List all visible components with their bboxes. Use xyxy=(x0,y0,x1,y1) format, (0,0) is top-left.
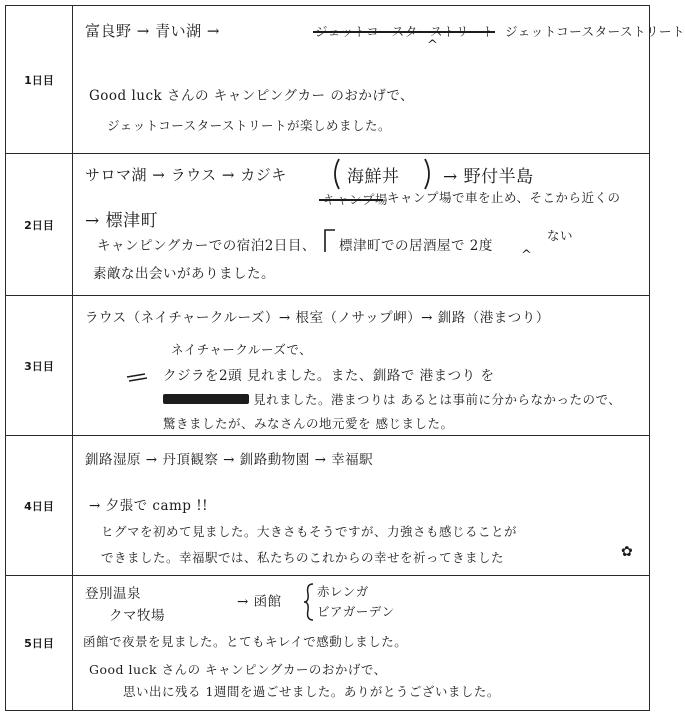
strike-line xyxy=(319,199,383,201)
margin-mark xyxy=(125,370,149,384)
day2-note-line-3: 素敵な出会いがありました。 xyxy=(93,266,275,282)
day-content-3 xyxy=(73,296,649,435)
day-label-2: 2日目 xyxy=(6,154,73,295)
insert-mark: ^ xyxy=(521,248,532,263)
day1-route: 富良野 → 青い湖 → xyxy=(85,22,220,40)
day-row-5 xyxy=(6,576,649,710)
day5-route-a: 登別温泉 xyxy=(85,586,141,602)
day4-route-a: 釧路湿原 → 丹頂観察 → 釧路動物園 → 幸福駅 xyxy=(85,452,374,468)
day3-note-line-1: ネイチャークルーズで、 xyxy=(171,342,313,357)
day-row-3 xyxy=(6,296,649,436)
insert-mark: ^ xyxy=(427,38,438,53)
day3-route: ラウス（ネイチャークルーズ）→ 根室（ノサップ岬）→ 釧路（港まつり） xyxy=(85,310,550,326)
day-label-5: 5日目 xyxy=(6,576,73,710)
day-row-1 xyxy=(6,6,685,154)
day-label-1: 1日目 xyxy=(6,6,73,153)
day1-route-correction: ジェットコースターストリート xyxy=(505,24,685,39)
day4-note-line-2: できました。幸福駅では、私たちのこれからの幸せを祈ってきました xyxy=(101,550,505,565)
day-label-3: 3日目 xyxy=(6,296,73,435)
day-label-4: 4日目 xyxy=(6,436,73,575)
day2-route-b: → 野付半島 xyxy=(443,167,534,187)
day2-note-line-1: キャンピングカーでの宿泊2日目、 xyxy=(97,238,316,254)
day2-note-insert: キャンプ場で車を止め、そこから近くの xyxy=(387,190,621,205)
day4-route-b: → 夕張で camp !! xyxy=(89,498,209,514)
day2-note-insert-2: ない xyxy=(547,228,574,243)
day5-sub-b: ビアガーデン xyxy=(317,604,395,619)
day3-note-line-2: クジラを2頭 見れました。また、釧路で 港まつり を xyxy=(163,368,495,384)
day2-route-c: → 標津町 xyxy=(85,211,159,231)
day-content-2 xyxy=(73,154,649,295)
bracket-mark xyxy=(323,228,337,254)
day2-note-line-2: 標津町での居酒屋で 2度 xyxy=(339,238,493,254)
day-row-4 xyxy=(6,436,649,576)
day4-note-line-1: ヒグマを初めて見ました。大きさもそうですが、力強さも感じることが xyxy=(101,524,518,539)
day-content-4 xyxy=(73,436,649,575)
day2-struck-word: キャンプ場 xyxy=(323,192,389,207)
day-content-5 xyxy=(73,576,649,710)
day5-route-c: → 函館 xyxy=(237,594,282,610)
day5-sub-a: 赤レンガ xyxy=(317,584,369,599)
day1-note-line-2: ジェットコースターストリートが楽しめました。 xyxy=(107,118,392,133)
day-row-2 xyxy=(6,154,649,296)
day3-note-line-3: 見れました。港まつりは あるとは事前に分からなかったので、 xyxy=(253,392,622,407)
flower-doodle-icon: ✿ xyxy=(621,544,634,560)
day1-struck-text: ジェットコースターストリート xyxy=(315,24,496,39)
day5-route-b: クマ牧場 xyxy=(109,608,165,624)
day2-kaisendon: 海鮮丼 xyxy=(347,167,400,187)
brace-mark xyxy=(303,582,315,622)
scribbled-out-word xyxy=(163,394,249,404)
day3-note-line-4: 驚きましたが、みなさんの地元愛を 感じました。 xyxy=(163,416,454,431)
day5-note-line-1: 函館で夜景を見ました。とてもキレイで感動しました。 xyxy=(83,634,408,649)
day1-note-line-1: Good luck さんの キャンピングカー のおかげで、 xyxy=(89,88,415,104)
day-content-1 xyxy=(73,6,685,153)
day5-note-line-3: 思い出に残る 1週間を過ごせました。ありがとうございました。 xyxy=(123,684,500,699)
strike-line xyxy=(313,31,495,33)
day2-route-a: サロマ湖 → ラウス → カジキ xyxy=(85,166,287,184)
travel-log-sheet xyxy=(5,5,685,711)
day5-note-line-2: Good luck さんの キャンピングカーのおかげで、 xyxy=(89,662,387,677)
